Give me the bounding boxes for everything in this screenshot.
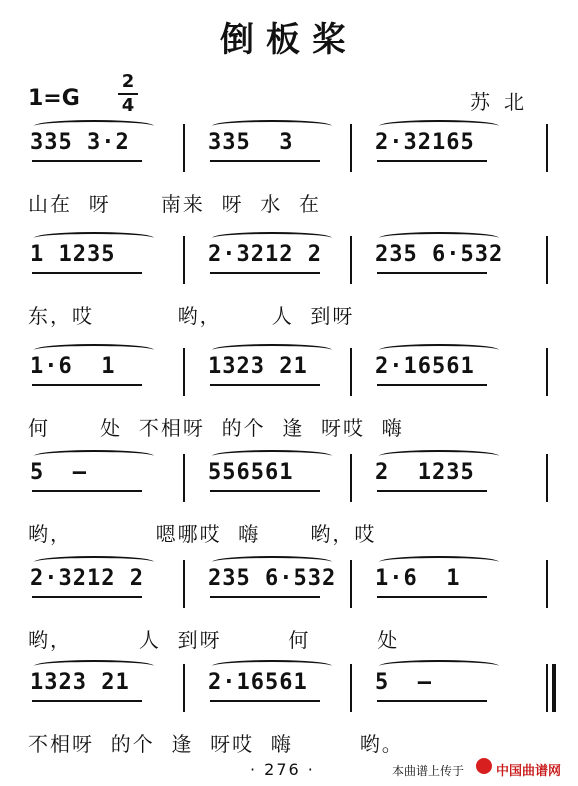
measure-notes: 2·32165 <box>375 130 475 155</box>
beam-underline <box>210 596 320 598</box>
barline <box>546 124 548 172</box>
barline <box>350 454 352 502</box>
slur <box>212 556 332 568</box>
barline <box>350 560 352 608</box>
beam-underline <box>210 490 320 492</box>
barline <box>183 664 185 712</box>
measure-notes: 235 6·532 <box>208 566 337 591</box>
site-logo-icon <box>476 758 492 774</box>
slur <box>379 450 499 462</box>
lyric-line: 山在 呀 南来 呀 水 在 <box>28 192 322 216</box>
beam-underline <box>32 596 142 598</box>
lyric-line: 哟， 嗯哪哎 嗨 哟，哎 <box>28 522 377 546</box>
measure-notes: 235 6·532 <box>375 242 504 267</box>
measure-notes: 1·6 1 <box>30 354 116 379</box>
slur <box>379 120 499 132</box>
barline <box>546 348 548 396</box>
measure-notes: 335 3 <box>208 130 294 155</box>
page-number: · 276 · <box>250 760 315 779</box>
barline <box>350 124 352 172</box>
beam-underline <box>210 384 320 386</box>
score-system <box>26 344 552 448</box>
slur <box>379 660 499 672</box>
slur <box>379 344 499 356</box>
barline <box>183 560 185 608</box>
barline <box>183 348 185 396</box>
measure-notes: 5 — <box>375 670 432 695</box>
barline <box>183 236 185 284</box>
song-origin: 苏北 <box>470 90 538 114</box>
lyric-line: 哟， 人 到呀 何 处 <box>28 628 400 652</box>
slur <box>379 232 499 244</box>
beam-underline <box>32 700 142 702</box>
slur <box>212 450 332 462</box>
measure-notes: 2·3212 2 <box>208 242 322 267</box>
site-name: 中国曲谱网 <box>496 764 562 779</box>
beam-underline <box>377 384 487 386</box>
slur <box>34 660 154 672</box>
slur <box>34 120 154 132</box>
slur <box>212 660 332 672</box>
meter-bottom: 4 <box>121 95 135 116</box>
score-system <box>26 660 552 764</box>
barline <box>546 236 548 284</box>
slur <box>379 556 499 568</box>
score-system <box>26 120 552 224</box>
time-signature <box>118 72 138 116</box>
barline <box>183 124 185 172</box>
measure-notes: 2·16561 <box>208 670 308 695</box>
slur <box>34 556 154 568</box>
beam-underline <box>210 160 320 162</box>
measure-notes: 2·3212 2 <box>30 566 144 591</box>
lyric-line: 何 处 不相呀 的个 逢 呀哎 嗨 <box>28 416 404 440</box>
barline <box>350 664 352 712</box>
barline <box>546 454 548 502</box>
beam-underline <box>32 272 142 274</box>
barline <box>546 664 548 712</box>
measure-notes: 556561 <box>208 460 294 485</box>
score-system <box>26 556 552 660</box>
score-system <box>26 450 552 554</box>
lyric-line: 东，哎 哟， 人 到呀 <box>28 304 355 328</box>
beam-underline <box>210 272 320 274</box>
beam-underline <box>377 490 487 492</box>
slur <box>34 450 154 462</box>
score-system <box>26 232 552 336</box>
barline <box>350 348 352 396</box>
measure-notes: 1·6 1 <box>375 566 461 591</box>
slur <box>212 232 332 244</box>
barline <box>350 236 352 284</box>
song-title: 倒板桨 <box>220 20 358 60</box>
measure-notes: 1323 21 <box>208 354 308 379</box>
slur <box>34 232 154 244</box>
beam-underline <box>210 700 320 702</box>
lyric-line: 不相呀 的个 逢 呀哎 嗨 哟。 <box>28 732 404 756</box>
beam-underline <box>377 272 487 274</box>
beam-underline <box>377 700 487 702</box>
measure-notes: 335 3·2 <box>30 130 130 155</box>
beam-underline <box>32 490 142 492</box>
beam-underline <box>377 160 487 162</box>
barline <box>183 454 185 502</box>
beam-underline <box>32 160 142 162</box>
measure-notes: 1 1235 <box>30 242 116 267</box>
meter-top: 2 <box>121 71 135 92</box>
final-barline <box>552 664 556 712</box>
barline <box>546 560 548 608</box>
slur <box>34 344 154 356</box>
upload-credit: 本曲谱上传于 <box>392 764 465 778</box>
beam-underline <box>32 384 142 386</box>
slur <box>212 120 332 132</box>
measure-notes: 2·16561 <box>375 354 475 379</box>
slur <box>212 344 332 356</box>
measure-notes: 5 — <box>30 460 87 485</box>
measure-notes: 2 1235 <box>375 460 475 485</box>
key-signature: 1=G <box>28 86 80 111</box>
measure-notes: 1323 21 <box>30 670 130 695</box>
beam-underline <box>377 596 487 598</box>
